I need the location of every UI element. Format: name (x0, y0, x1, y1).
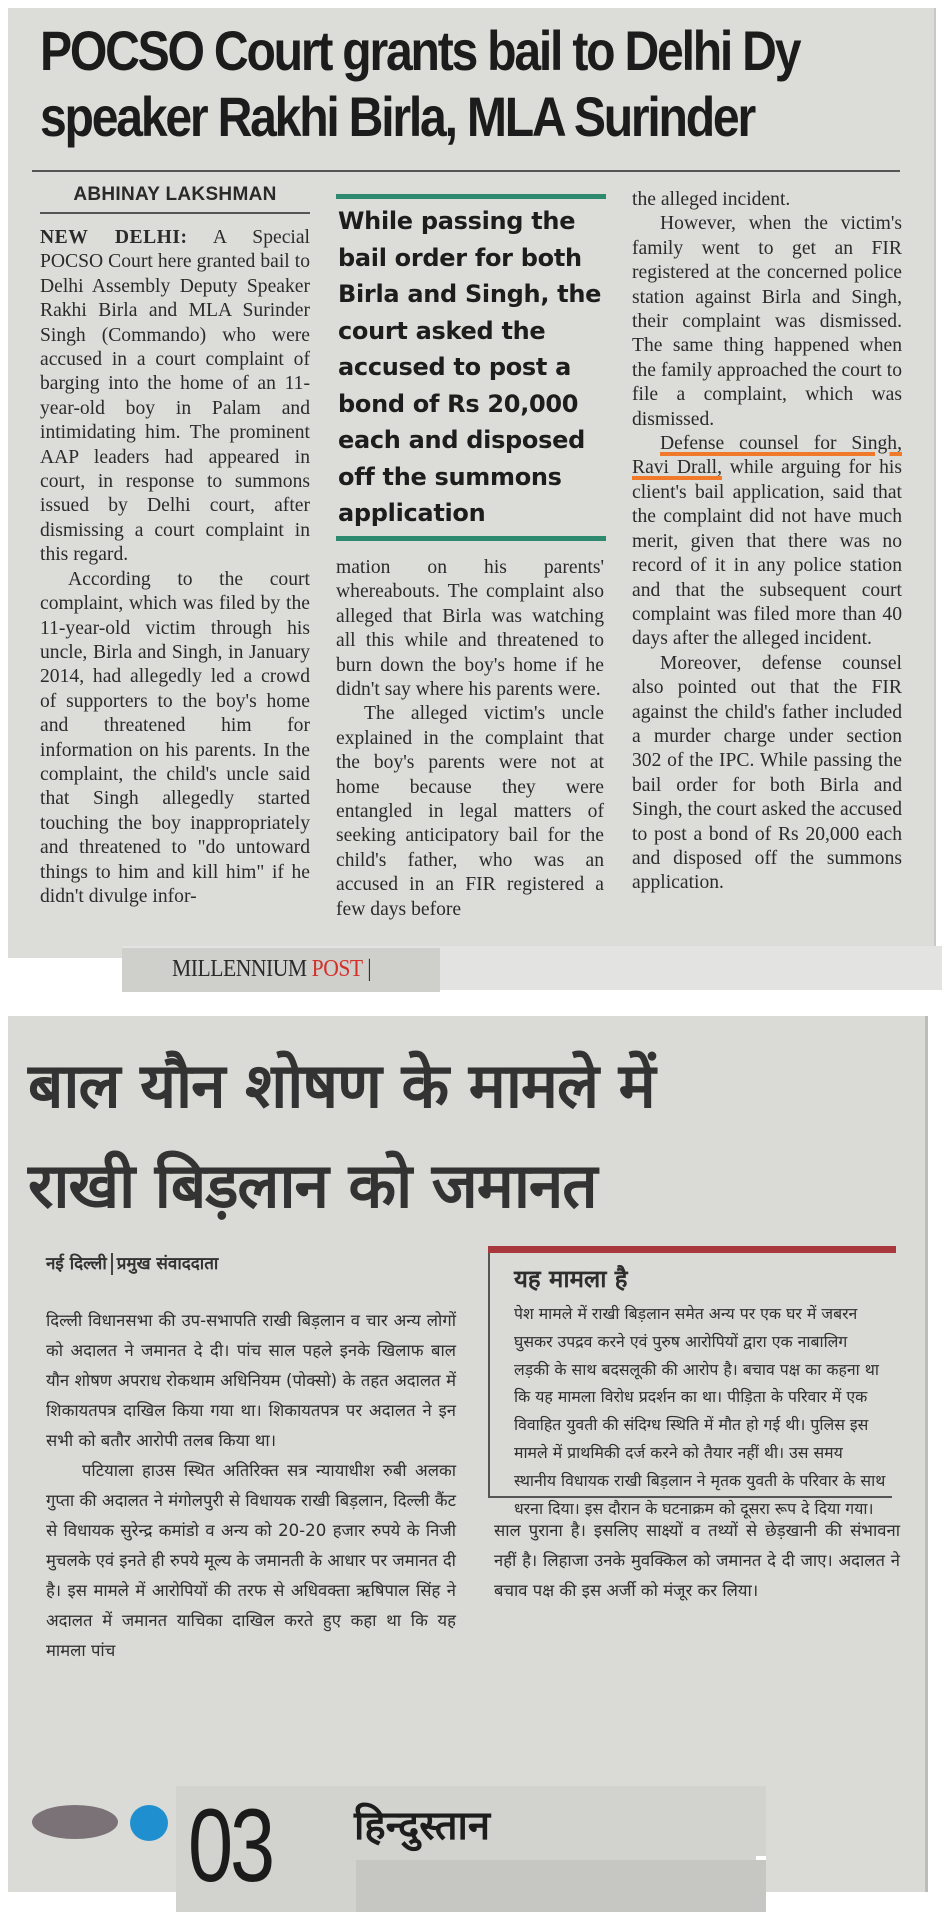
paragraph: A Special POCSO Court here granted bail to Delhi Assembly Deputy Speaker Rakhi Birla and MLA Surinder Singh (Commando) who were accused in a court complaint of barging into the home of an 11-year-old boy in Palam and intimidating him. The prominent AAP leaders had appeared in court, in response to summons issued by Delhi court, after dismissing a court complaint in this regard. (40, 227, 310, 566)
grey-oval-icon (32, 1805, 118, 1839)
paragraph: साल पुराना है। इसलिए साक्ष्यों व तथ्यों से छेड़खानी की संभावना नहीं है। लिहाजा उनके मुवक्किल को जमानत दे दी जाए। अदालत ने बचाव पक्ष की इस अर्जी को मंजूर कर लिया। (494, 1521, 900, 1600)
headline-line-2: राखी बिड़लान को जमानत (28, 1149, 597, 1222)
paragraph: पटियाला हाउस स्थित अतिरिक्त सत्र न्यायाधीश रुबी अलका गुप्ता की अदालत ने मंगोलपुरी से विधायक राखी बिड़लान, दिल्ली कैंट से विधायक सुरेन्द्र कमांडो व अन्य को 20-20 हजार रुपये के निजी मुचलके एवं इनते ही रुपये मूल्य के जमानती के आधार पर जमानत दी है। इस मामले में आरोपियों की तरफ से अधिवक्ता ऋषिपाल सिंह ने अदालत में जमानत याचिका दाखिल करते हुए कहा था कि यह मामला पांच (46, 1461, 456, 1660)
article-column-3 (632, 188, 902, 896)
headline-english (40, 18, 800, 150)
highlighted-text: Defense counsel for Singh, Ravi Drall, (632, 433, 902, 479)
paragraph: The alleged victim's uncle explained in the complaint that the boy's parents were not at home because they were entangled in legal matters of seeking anticipatory bail for the child's father, who was an accused in an FIR registered a few days before (336, 703, 604, 920)
headline-line-1: बाल यौन शोषण के मामले में (28, 1049, 655, 1122)
paragraph: दिल्ली विधानसभा की उप-सभापति राखी बिड़लान व चार अन्य लोगों को अदालत ने जमानत दे दी। पांच साल पहले इनके खिलाफ बाल यौन शोषण अपराध रोकथाम अधिनियम (पोक्सो) के तहत अदालत में शिकायतपत्र दाखिल किया गया था। शिकायतपत्र पर अदालत ने इन सभी को बतौर आरोपी तलब किया था। (46, 1311, 456, 1450)
byline-place: नई दिल्ली (46, 1254, 107, 1274)
paragraph: However, when the victim's family went to get an FIR registered at the concerned police station against Birla and Singh, their complaint was dismissed. The same thing happened when the family approached the court to file a complaint, which was dismissed. (632, 213, 902, 430)
masthead-separator: | (362, 956, 372, 982)
paragraph: Moreover, defense counsel also pointed out that the FIR against the child's father included a murder charge under section 302 of the IPC. While passing the bail order for both Birla and Singh, the court asked the accused to post a bond of Rs 20,000 each and disposed off the summons application. (632, 652, 902, 894)
byline-hindi (46, 1251, 218, 1275)
article-column-1 (40, 226, 310, 909)
newspaper-name: हिन्दुस्तान (354, 1803, 491, 1849)
paragraph: mation on his parents' whereabouts. The complaint also alleged that Birla was watching all this while and threatened to burn down the boy's home if he didn't say where his parents were. (336, 557, 604, 701)
byline-role: प्रमुख संवाददाता (116, 1254, 219, 1274)
headline-hindi (28, 1036, 848, 1236)
headline-line-1: POCSO Court grants bail to Delhi Dy (40, 19, 800, 82)
paragraph: while arguing for his client's bail application, said that the complaint did not have much merit, given that there was no record of it in any police station and that the subsequent court complaint was filed more than 40 days after the alleged incident. (632, 457, 902, 650)
hindi-column-1 (46, 1306, 456, 1666)
footer-box-shade (356, 1860, 766, 1912)
page-number: 03 (188, 1788, 272, 1904)
pull-quote-rule-bottom (336, 536, 606, 541)
sidebar-box-title: यह मामला है (514, 1265, 628, 1293)
byline: ABHINAY LAKSHMAN (73, 184, 277, 205)
hindi-column-2 (494, 1516, 900, 1606)
masthead-text: MILLENNIUM (172, 956, 312, 982)
sidebar-box-text: पेश मामले में राखी बिड़लान समेत अन्य पर एक घर में जबरन घुसकर उपद्रव करने एवं पुरुष आरोपियों द्वारा एक नाबालिग लड़की के साथ बदसलूकी की आरोप है। बचाव पक्ष का कहना था कि यह मामला विरोध प्रदर्शन का था। पीड़िता के परिवार में एक विवाहित युवती की संदिग्ध स्थिति में मौत हो गई थी। पुलिस इस मामले में प्राथमिकी दर्ज करने को तैयार नहीं थी। उस समय स्थानीय विधायक राखी बिड़लान ने मृतक युवती के परिवार के साथ धरना दिया। इस दौरान के घटनाक्रम को दूसरा रूप दे दिया गया। (514, 1304, 886, 1518)
byline-separator (111, 1253, 113, 1275)
paragraph: According to the court complaint, which was filed by the 11-year-old victim through his uncle, Birla and Singh, in January 2014, had allegedly led a crowd of supporters to the boy's home and threatened him for information on his parents. In the complaint, the child's uncle said that Singh allegedly started touching the boy inappropriately and threatened to "do untoward things to him and kill him" if he didn't divulge infor- (40, 568, 310, 907)
sidebar-box-rule (488, 1246, 896, 1253)
paragraph: the alleged incident. (632, 189, 791, 210)
headline-line-2: speaker Rakhi Birla, MLA Surinder (40, 85, 754, 148)
pull-quote-text: While passing the bail order for both Birla and Singh, the court asked the accused to post a bond of Rs 20,000 each and disposed off the summons application (338, 207, 602, 527)
blue-dot-icon (130, 1805, 168, 1841)
dateline: NEW DELHI: (40, 227, 188, 248)
divider (94, 1004, 880, 1016)
masthead-accent: POST (311, 956, 363, 982)
pull-quote (336, 194, 606, 541)
masthead-millennium-post (172, 956, 371, 983)
tick-mark (756, 1856, 766, 1860)
byline-rule (40, 212, 310, 214)
headline-rule (32, 170, 900, 172)
article-column-2 (336, 556, 604, 922)
